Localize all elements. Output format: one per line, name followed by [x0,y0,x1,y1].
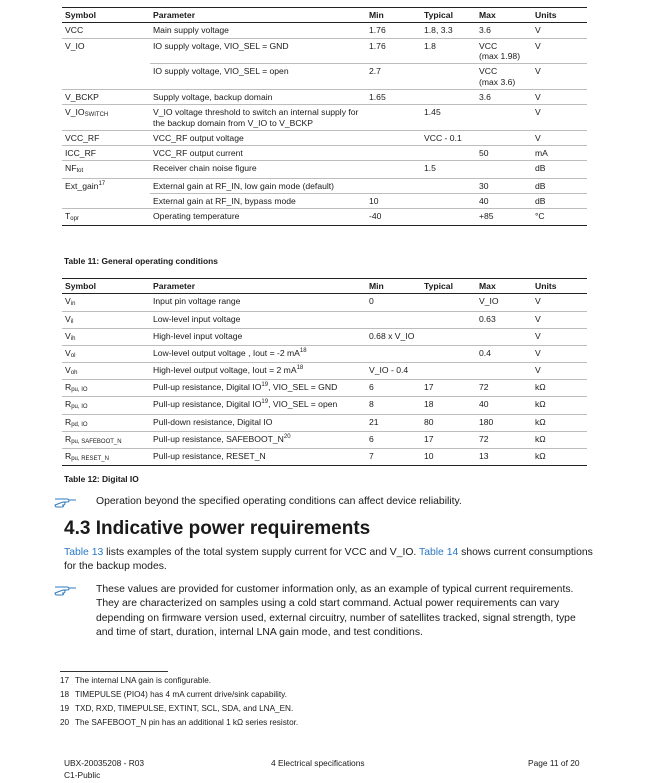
symbol: VCC [65,25,84,36]
table-row [62,38,587,64]
parameter-cell [150,38,366,64]
typical-cell: 18 [421,397,476,414]
max-cell [476,161,532,178]
symbol-subscript: tot [76,168,84,175]
symbol-superscript: 17 [98,180,106,187]
parameter-suffix: , VIO_SEL = open [268,399,338,410]
table-general-operating-conditions [62,7,587,226]
link-table-14[interactable]: Table 14 [419,547,459,558]
symbol-cell [62,294,150,311]
table-row [62,311,587,328]
units-cell: V [532,64,587,90]
max-value: 72 [479,382,489,393]
max-value: VCC [479,40,498,51]
units-cell: mA [532,146,587,161]
parameter-cell [150,178,366,193]
page-number: Page 11 of 20 [528,758,580,768]
symbol-cell [62,414,150,431]
symbol-cell [62,193,150,208]
symbol-subscript: pu, SAFEBOOT_N [71,438,122,445]
max-note: (max 1.98) [479,50,521,61]
parameter: Low-level output voltage , Iout = -2 mA [153,347,300,358]
typical-cell [421,294,476,311]
parameter-cell [150,311,366,328]
typical-cell [421,89,476,104]
max-cell [476,23,532,38]
table-row [62,449,587,466]
table-row [62,431,587,448]
parameter-cell [150,193,366,208]
table-11-caption: Table 11: General operating conditions [64,256,218,266]
typical-cell: 1.45 [421,105,476,131]
symbol-subscript: SWITCH [84,112,109,119]
max-cell [476,89,532,104]
max-cell [476,414,532,431]
max-value: 50 [479,148,489,159]
units-cell: dB [532,193,587,208]
parameter-cell [150,414,366,431]
column-header: Max [476,279,532,294]
table-row [62,130,587,145]
table-row [62,345,587,362]
section-intro [64,546,594,575]
table-row [62,414,587,431]
max-cell [476,397,532,414]
parameter-suffix: , VIO_SEL = GND [268,382,338,393]
min-cell [366,345,421,362]
min-cell: 6 [366,431,421,448]
symbol-cell [62,431,150,448]
parameter: IO supply voltage, VIO_SEL = open [153,66,289,77]
units-cell: V [532,294,587,311]
section-heading: 4.3 Indicative power requirements [64,518,371,539]
footnote: 17 The internal LNA gain is configurable. [60,676,212,685]
intro-text: lists examples of the total system supply current for VCC and V_IO. [103,547,419,558]
parameter: Low-level input voltage [153,313,241,324]
parameter: VCC_RF output voltage [153,132,244,143]
min-cell: 7 [366,449,421,466]
table-digital-io [62,278,587,466]
units-cell: V [532,38,587,64]
symbol-cell [62,209,150,226]
symbol: V [65,330,71,341]
parameter: V_IO voltage threshold to switch an internal supply for the backup domain from V_IO to V_BCKP [153,107,359,128]
max-value: 0.63 [479,313,496,324]
parameter-cell [150,380,366,397]
max-value: 72 [479,433,489,444]
parameter: Pull-down resistance, Digital IO [153,416,273,427]
min-cell [366,146,421,161]
column-header: Parameter [150,279,366,294]
typical-cell [421,209,476,226]
max-cell [476,178,532,193]
parameter-cell [150,328,366,345]
max-cell [476,328,532,345]
symbol-cell [62,105,150,131]
doc-id: UBX-20035208 - R03 [64,758,145,768]
parameter: IO supply voltage, VIO_SEL = GND [153,40,289,51]
table-row [62,89,587,104]
parameter-cell [150,161,366,178]
parameter-cell [150,130,366,145]
typical-cell [421,178,476,193]
min-cell: -40 [366,209,421,226]
table-12-caption: Table 12: Digital IO [64,474,139,484]
parameter: Pull-up resistance, SAFEBOOT_N [153,433,284,444]
units-cell: V [532,328,587,345]
symbol-cell [62,311,150,328]
min-cell [366,130,421,145]
symbol-subscript: pu, IO [71,404,88,411]
table-row [62,23,587,38]
units-cell: dB [532,161,587,178]
table-row [62,193,587,208]
symbol-cell [62,345,150,362]
max-cell [476,209,532,226]
footnote-ref: 19 [261,382,269,389]
footer-section: 4 Electrical specifications [271,758,365,768]
typical-cell [421,193,476,208]
symbol-cell [62,64,150,90]
max-value: 40 [479,399,489,410]
max-value: 40 [479,195,489,206]
symbol-subscript: ol [70,352,76,359]
max-cell [476,193,532,208]
table-row [62,105,587,131]
column-header: Typical [421,8,476,23]
table-row [62,161,587,178]
parameter: Supply voltage, backup domain [153,91,273,102]
symbol: V [65,296,71,307]
classification: C1-Public [64,770,101,781]
symbol: VCC_RF [65,132,100,143]
column-header: Units [532,279,587,294]
column-header: Units [532,8,587,23]
typical-cell [421,345,476,362]
typical-cell: 17 [421,431,476,448]
symbol-cell [62,449,150,466]
parameter: External gain at RF_IN, bypass mode [153,195,296,206]
symbol-cell [62,161,150,178]
symbol: R [65,451,72,461]
units-cell: V [532,130,587,145]
units-cell: dB [532,178,587,193]
max-value: V_IO [479,296,499,307]
min-cell: 1.65 [366,89,421,104]
symbol-cell [62,397,150,414]
table-row [62,209,587,226]
parameter-cell [150,294,366,311]
min-cell: 10 [366,193,421,208]
symbol: T [65,211,71,222]
typical-cell [421,311,476,328]
min-cell: 0 [366,294,421,311]
units-cell: kΩ [532,431,587,448]
symbol-cell [62,130,150,145]
typical-cell: 1.8, 3.3 [421,23,476,38]
max-value: 3.6 [479,25,491,36]
symbol-cell [62,23,150,38]
symbol: V [65,313,71,324]
symbol-subscript: pd, IO [71,421,88,428]
table-header-row [62,279,587,294]
table-row [62,363,587,380]
symbol: V_BCKP [65,91,99,102]
max-cell [476,311,532,328]
typical-cell [421,64,476,90]
table-row [62,328,587,345]
symbol-subscript: il [70,318,74,325]
symbol: R [65,382,72,393]
table-row [62,397,587,414]
symbol-cell [62,328,150,345]
pointing-hand-icon [54,582,78,596]
symbol-subscript: pu, IO [71,387,88,394]
max-cell [476,380,532,397]
symbol: R [65,416,72,427]
column-header: Min [366,8,421,23]
symbol: R [65,433,72,444]
typical-cell: 1.5 [421,161,476,178]
symbol: ICC_RF [65,148,97,159]
symbol: V_IO [65,40,85,51]
symbol-subscript: opr [70,216,79,223]
column-header: Symbol [62,279,150,294]
footnote-ref: 19 [261,399,269,406]
min-cell: 1.76 [366,23,421,38]
footnote-ref: 18 [296,365,304,372]
units-cell: V [532,363,587,380]
symbol-cell [62,380,150,397]
typical-cell [421,146,476,161]
footnote: 20 The SAFEBOOT_N pin has an additional 1 kΩ series resistor. [60,718,299,727]
symbol-subscript: ih [70,335,76,342]
max-note: (max 3.6) [479,76,516,87]
note-text: These values are provided for customer information only, as an example of typical current requirements. They are characterized on samples using a cold start command. Actual power requirements can vary depending on firmware version used, external circuitry, number of satellites tracked, signal strength, type and time of start, duration, internal LNA gain mode, and test conditions. [96,584,576,639]
parameter: External gain at RF_IN, low gain mode (default) [153,180,335,191]
footnote-ref: 18 [299,347,307,354]
footer-left [64,757,144,781]
max-value: 0.4 [479,347,491,358]
max-cell [476,345,532,362]
symbol-subscript: in [70,301,76,308]
symbol: NF [65,163,77,174]
max-value: 3.6 [479,91,491,102]
table-row [62,294,587,311]
units-cell: V [532,89,587,104]
min-cell: 21 [366,414,421,431]
parameter-cell [150,363,366,380]
column-header: Min [366,279,421,294]
max-cell [476,64,532,90]
parameter: High-level output voltage, Iout = 2 mA [153,365,297,376]
table-row [62,178,587,193]
symbol-cell [62,363,150,380]
typical-cell: 1.8 [421,38,476,64]
min-cell: 2.7 [366,64,421,90]
parameter-cell [150,89,366,104]
max-cell [476,449,532,466]
min-cell: V_IO - 0.4 [366,363,421,380]
parameter: Pull-up resistance, RESET_N [153,451,266,461]
parameter: Input pin voltage range [153,296,241,307]
table-row [62,64,587,90]
symbol-subscript: pu, RESET_N [71,456,109,462]
units-cell: kΩ [532,414,587,431]
max-value: 13 [479,451,489,461]
note-text: Operation beyond the specified operating conditions can affect device reliability. [96,496,462,507]
max-cell [476,146,532,161]
parameter: Receiver chain noise figure [153,163,257,174]
min-cell [366,311,421,328]
column-header: Parameter [150,8,366,23]
table-row [62,146,587,161]
units-cell: kΩ [532,380,587,397]
parameter-cell [150,23,366,38]
table-header-row [62,8,587,23]
parameter: Pull-up resistance, Digital IO [153,382,262,393]
column-header: Typical [421,279,476,294]
table-row [62,380,587,397]
typical-cell: 10 [421,449,476,466]
max-value: +85 [479,211,494,222]
max-cell [476,431,532,448]
footnote: 18 TIMEPULSE (PIO4) has 4 mA current drive/sink capability. [60,690,287,699]
parameter: Pull-up resistance, Digital IO [153,399,262,410]
min-cell: 8 [366,397,421,414]
units-cell: kΩ [532,449,587,466]
max-cell [476,363,532,380]
min-cell [366,105,421,131]
symbol-subscript: oh [70,370,78,377]
symbol: Ext_gain [65,180,99,191]
units-cell: kΩ [532,397,587,414]
max-value: 30 [479,180,489,191]
symbol-cell [62,38,150,64]
min-cell: 1.76 [366,38,421,64]
min-cell: 6 [366,380,421,397]
typical-cell: 80 [421,414,476,431]
pointing-hand-icon [54,494,78,508]
max-cell [476,130,532,145]
parameter-cell [150,105,366,131]
symbol: V [65,347,71,358]
link-table-13[interactable]: Table 13 [64,547,104,558]
units-cell: °C [532,209,587,226]
parameter-cell [150,345,366,362]
footnote-ref: 20 [283,433,291,440]
min-cell [366,178,421,193]
column-header: Max [476,8,532,23]
typical-cell: 17 [421,380,476,397]
footnote-divider [60,671,168,672]
typical-cell [421,328,476,345]
symbol: V_IO [65,107,85,118]
units-cell: V [532,345,587,362]
max-value: 180 [479,416,494,427]
symbol-cell [62,146,150,161]
units-cell: V [532,311,587,328]
column-header: Symbol [62,8,150,23]
intro-text-end: shows current consumptions for the backup modes. [64,547,593,573]
typical-cell: VCC - 0.1 [421,130,476,145]
parameter-cell [150,146,366,161]
units-cell: V [532,23,587,38]
parameter: High-level input voltage [153,330,243,341]
max-cell [476,294,532,311]
parameter-cell [150,449,366,466]
parameter-cell [150,209,366,226]
max-cell [476,105,532,131]
max-value: VCC [479,66,498,77]
parameter: Main supply voltage [153,25,229,36]
typical-cell [421,363,476,380]
parameter-cell [150,431,366,448]
footnote: 19 TXD, RXD, TIMEPULSE, EXTINT, SCL, SDA, and LNA_EN. [60,704,294,713]
max-cell [476,38,532,64]
parameter-cell [150,64,366,90]
units-cell: V [532,105,587,131]
symbol-cell [62,89,150,104]
parameter-cell [150,397,366,414]
min-cell: 0.68 x V_IO [366,328,421,345]
min-cell [366,161,421,178]
parameter: Operating temperature [153,211,240,222]
symbol: R [65,399,72,410]
symbol-cell [62,178,150,193]
symbol: V [65,365,71,376]
parameter: VCC_RF output current [153,148,243,159]
